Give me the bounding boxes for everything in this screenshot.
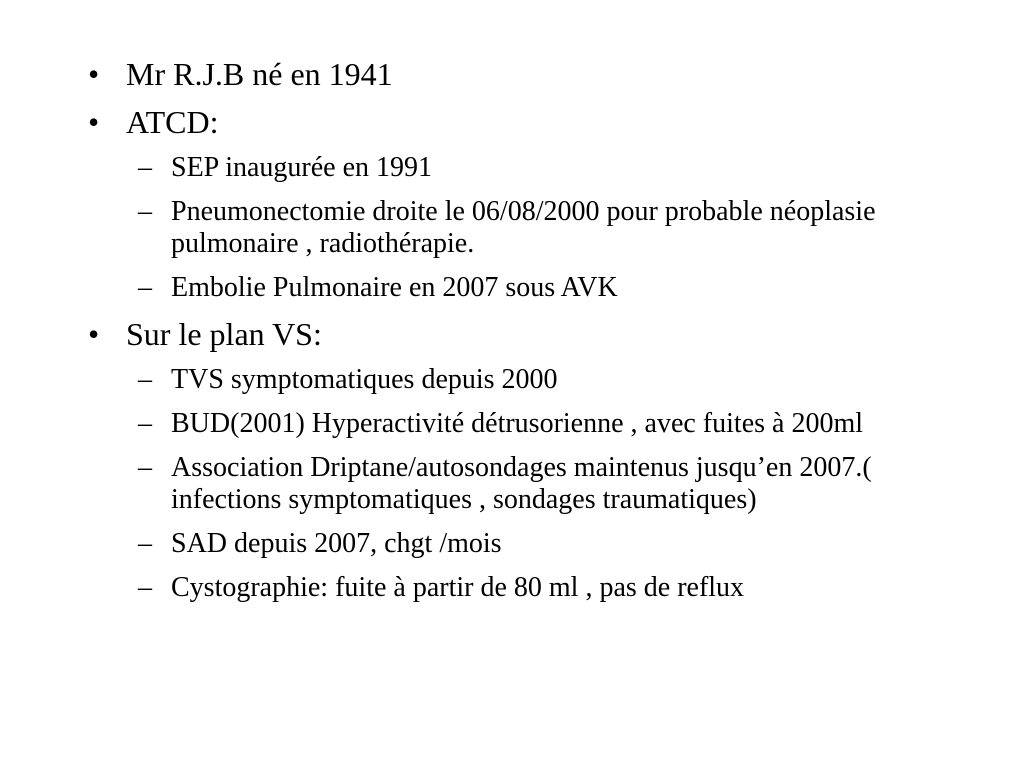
dash-marker: – xyxy=(138,572,152,603)
sub-text: SAD depuis 2007, chgt /mois xyxy=(171,528,502,559)
sub-item xyxy=(88,272,948,304)
bullet-item xyxy=(88,316,948,352)
sub-item xyxy=(88,364,948,396)
sub-item xyxy=(88,152,948,184)
dash-marker: – xyxy=(138,196,152,227)
bullet-text: Mr R.J.B né en 1941 xyxy=(126,56,393,92)
dash-marker: – xyxy=(138,272,152,303)
slide-body xyxy=(88,56,948,616)
bullet-text: ATCD: xyxy=(126,104,219,140)
sub-item xyxy=(88,528,948,560)
sub-item xyxy=(88,572,948,604)
sub-text: SEP inaugurée en 1991 xyxy=(171,152,433,183)
bullet-item xyxy=(88,56,948,92)
sub-item xyxy=(88,408,948,440)
dash-marker: – xyxy=(138,364,152,395)
sub-item xyxy=(88,452,948,516)
dash-marker: – xyxy=(138,408,152,439)
sub-text: Association Driptane/autosondages maintenus jusqu’en 2007.( infections symptomatiques , sondages traumatiques) xyxy=(171,452,872,515)
sub-text: Embolie Pulmonaire en 2007 sous AVK xyxy=(171,272,618,303)
dash-marker: – xyxy=(138,528,152,559)
bullet-marker: • xyxy=(88,56,100,92)
sub-list xyxy=(88,364,948,604)
bullet-marker: • xyxy=(88,316,100,352)
bullet-item xyxy=(88,104,948,140)
bullet-marker: • xyxy=(88,104,100,140)
sub-text: TVS symptomatiques depuis 2000 xyxy=(171,364,558,395)
sub-item xyxy=(88,196,948,260)
sub-text: BUD(2001) Hyperactivité détrusorienne , avec fuites à 200ml xyxy=(171,408,864,439)
sub-list xyxy=(88,152,948,304)
bullet-text: Sur le plan VS: xyxy=(126,316,322,352)
sub-text: Cystographie: fuite à partir de 80 ml , pas de reflux xyxy=(171,572,745,603)
sub-text: Pneumonectomie droite le 06/08/2000 pour probable néoplasie pulmonaire , radiothérapie. xyxy=(171,196,876,259)
dash-marker: – xyxy=(138,152,152,183)
dash-marker: – xyxy=(138,452,152,483)
